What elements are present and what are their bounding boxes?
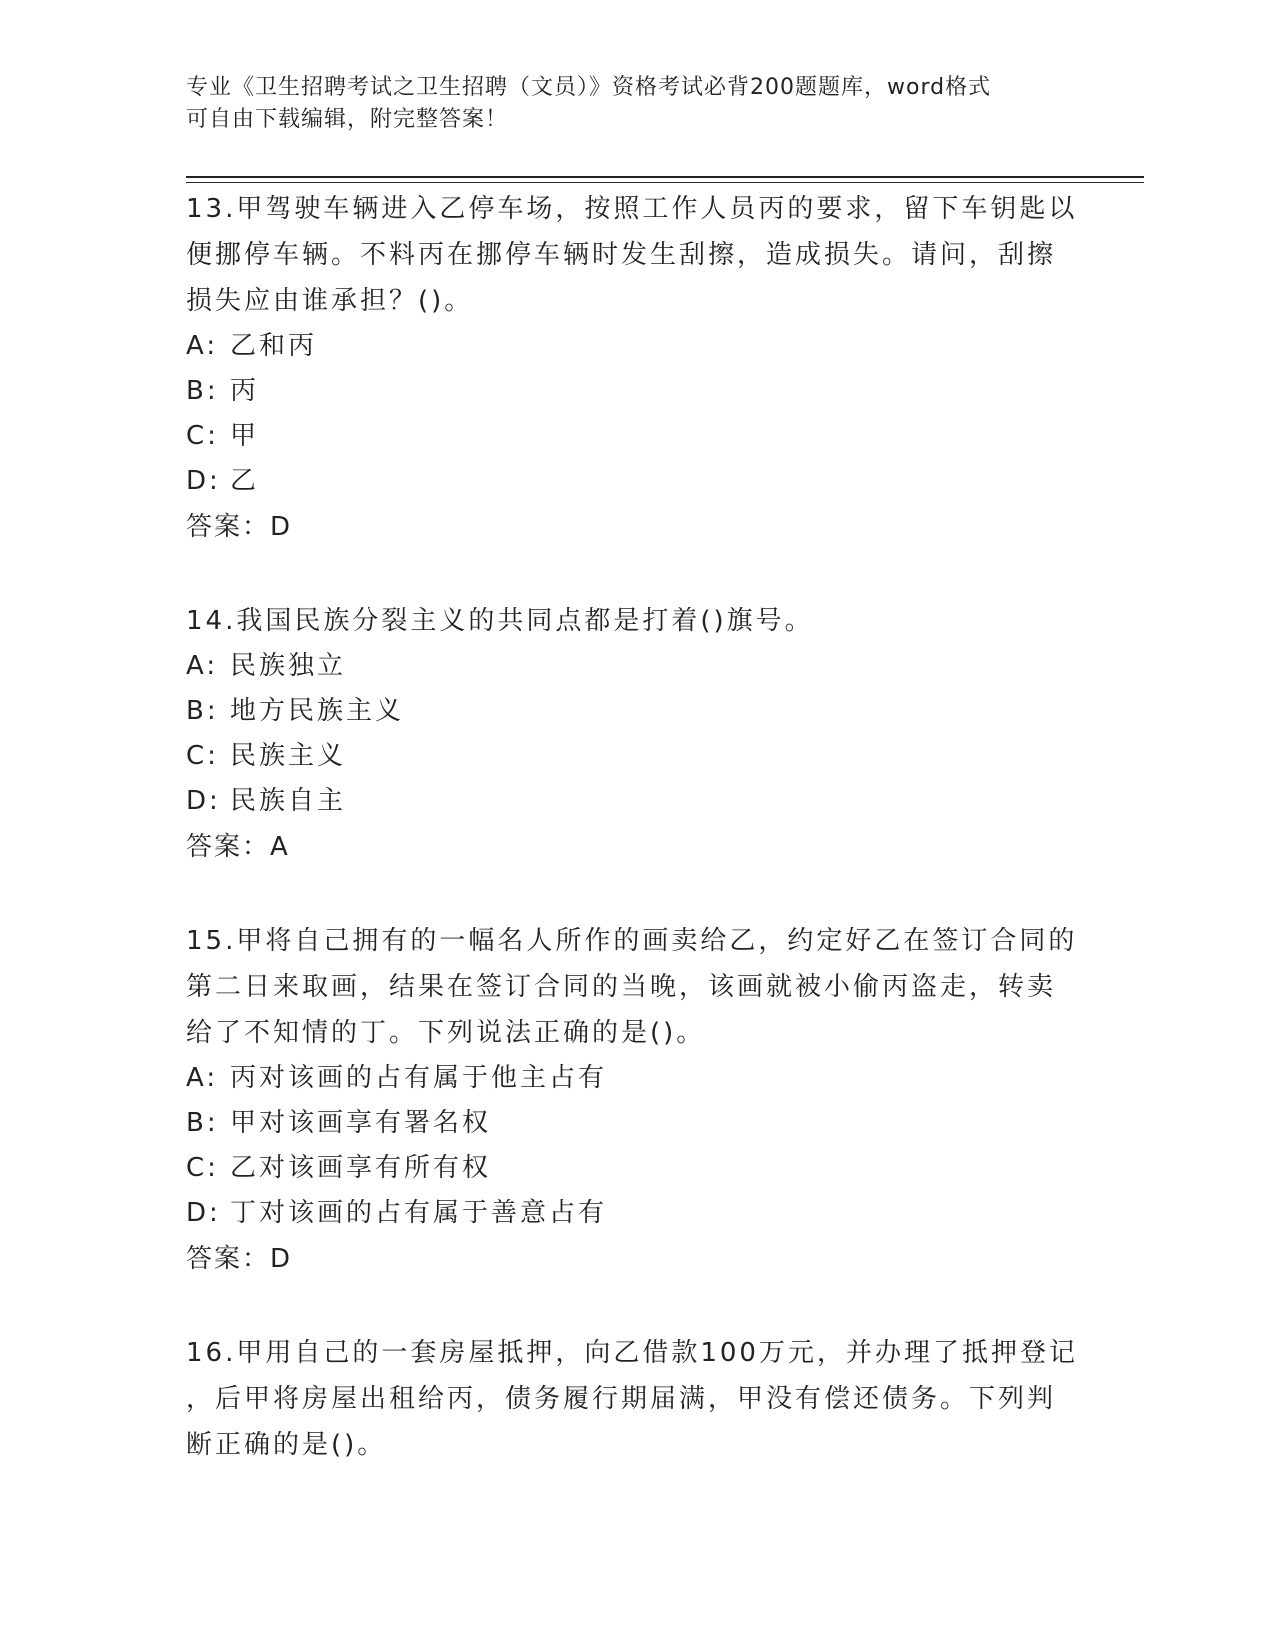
option-d [186, 459, 1086, 504]
question-text-line: 第二日来取画，结果在签订合同的当晚，该画就被小偷丙盗走，转卖 [186, 972, 1057, 1002]
option-b [186, 1101, 1086, 1146]
option-text: 乙 [230, 466, 260, 496]
option-key: B: [186, 696, 219, 726]
document-header [186, 72, 1066, 136]
option-key: B: [186, 376, 219, 406]
option-b [186, 369, 1086, 414]
question-text-line: 便挪停车辆。不料丙在挪停车辆时发生刮擦，造成损失。请问，刮擦 [186, 240, 1057, 270]
question-text-line: 13.甲驾驶车辆进入乙停车场，按照工作人员丙的要求，留下车钥匙以 [186, 194, 1078, 224]
answer-line: 答案：D [186, 512, 293, 542]
option-text: 民族自主 [230, 786, 347, 816]
option-d [186, 779, 1086, 824]
header-title-line-1: 专业《卫生招聘考试之卫生招聘（文员）》资格考试必背200题题库，word格式 [186, 75, 992, 100]
option-text: 丙 [230, 376, 260, 406]
option-text: 民族独立 [230, 651, 347, 681]
question-text-line: 14.我国民族分裂主义的共同点都是打着()旗号。 [186, 606, 814, 636]
option-text: 乙和丙 [230, 331, 318, 361]
option-key: C: [186, 741, 219, 771]
question-text-line: 15.甲将自己拥有的一幅名人所作的画卖给乙，约定好乙在签订合同的 [186, 926, 1078, 956]
question-13 [186, 186, 1086, 550]
option-key: C: [186, 421, 219, 451]
option-text: 乙对该画享有所有权 [230, 1153, 492, 1183]
option-key: D: [186, 466, 221, 496]
option-text: 地方民族主义 [230, 696, 405, 726]
answer-line: 答案：D [186, 1244, 293, 1274]
option-a [186, 324, 1086, 369]
option-key: A: [186, 331, 219, 361]
question-list [186, 186, 1086, 1516]
option-text: 甲 [230, 421, 260, 451]
option-text: 丁对该画的占有属于善意占有 [230, 1198, 608, 1228]
option-c [186, 414, 1086, 459]
question-15 [186, 918, 1086, 1282]
option-key: B: [186, 1108, 219, 1138]
option-text: 甲对该画享有署名权 [230, 1108, 492, 1138]
option-d [186, 1191, 1086, 1236]
option-key: D: [186, 786, 221, 816]
question-text-line: 损失应由谁承担？()。 [186, 286, 474, 316]
option-key: C: [186, 1153, 219, 1183]
option-a [186, 1056, 1086, 1101]
option-text: 民族主义 [230, 741, 347, 771]
header-title-line-2: 可自由下载编辑，附完整答案！ [186, 107, 509, 132]
option-c [186, 1146, 1086, 1191]
option-key: D: [186, 1198, 221, 1228]
question-text-line: ，后甲将房屋出租给丙，债务履行期届满，甲没有偿还债务。下列判 [186, 1384, 1057, 1414]
answer-line: 答案：A [186, 832, 290, 862]
option-b [186, 689, 1086, 734]
header-divider-thick [186, 176, 1144, 178]
question-text-line: 断正确的是()。 [186, 1430, 387, 1460]
option-c [186, 734, 1086, 779]
question-text-line: 16.甲用自己的一套房屋抵押，向乙借款100万元，并办理了抵押登记 [186, 1338, 1078, 1368]
question-16 [186, 1330, 1086, 1468]
question-text-line: 给了不知情的丁。下列说法正确的是()。 [186, 1018, 706, 1048]
option-text: 丙对该画的占有属于他主占有 [230, 1063, 608, 1093]
option-key: A: [186, 1063, 219, 1093]
question-14 [186, 598, 1086, 870]
option-a [186, 644, 1086, 689]
header-divider-thin [186, 182, 1144, 183]
option-key: A: [186, 651, 219, 681]
